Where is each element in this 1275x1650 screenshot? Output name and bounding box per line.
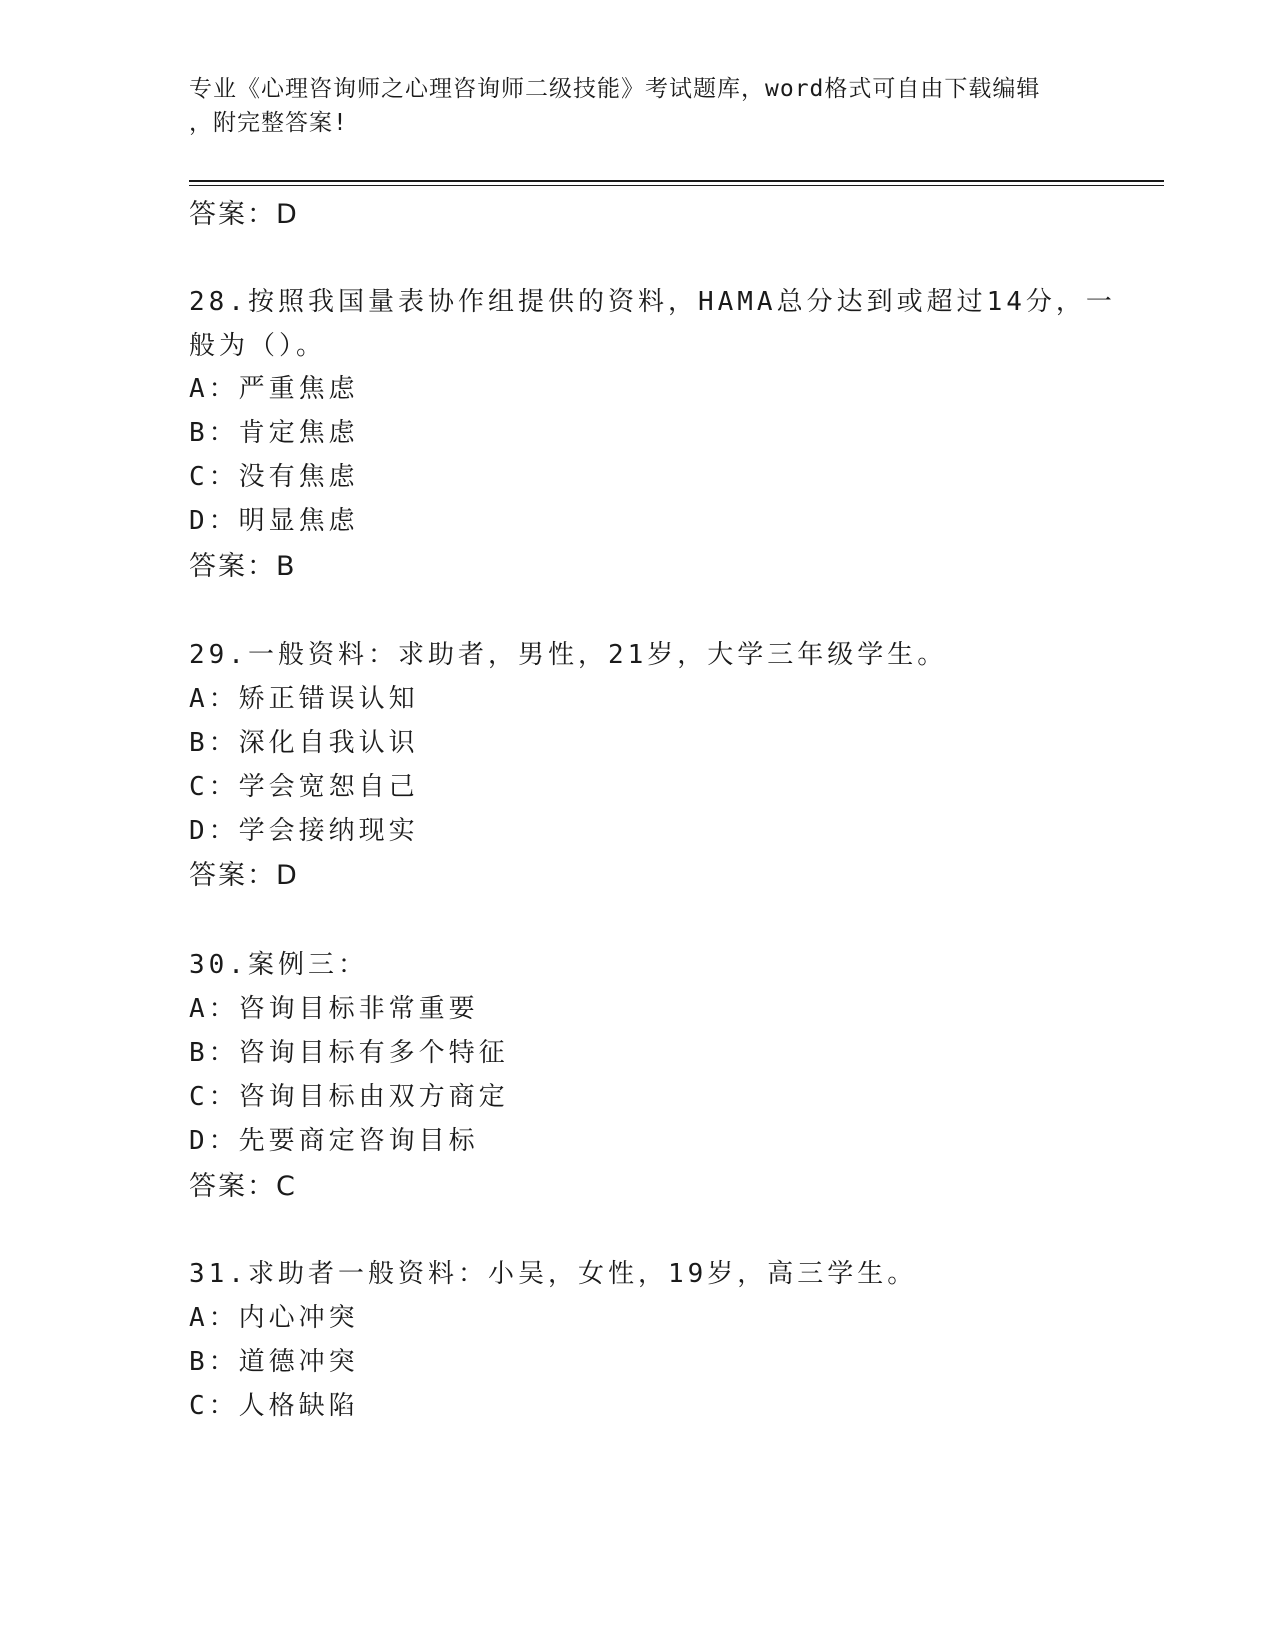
question-29-stem: 29.一般资料：求助者，男性，21岁，大学三年级学生。	[189, 640, 948, 670]
question-29-option-b: B：深化自我认识	[189, 728, 419, 758]
question-28-answer: 答案：B	[189, 551, 297, 582]
question-30-option-c: C：咨询目标由双方商定	[189, 1082, 509, 1112]
header-line-1: 专业《心理咨询师之心理咨询师二级技能》考试题库，word格式可自由下载编辑	[189, 76, 1041, 102]
question-28-option-b: B：肯定焦虑	[189, 418, 359, 448]
question-29-option-d: D：学会接纳现实	[189, 816, 419, 846]
question-30-answer: 答案：C	[189, 1171, 297, 1202]
question-31-option-a: A：内心冲突	[189, 1303, 359, 1333]
header-line-2: ，附完整答案!	[189, 110, 348, 136]
question-31-option-c: C：人格缺陷	[189, 1391, 359, 1421]
header-divider-thin	[189, 185, 1164, 186]
question-28-option-a: A：严重焦虑	[189, 374, 359, 404]
question-30-option-b: B：咨询目标有多个特征	[189, 1038, 509, 1068]
document-header	[189, 72, 1069, 140]
question-29-option-a: A：矫正错误认知	[189, 684, 419, 714]
question-29-option-c: C：学会宽恕自己	[189, 772, 419, 802]
previous-answer: 答案：D	[189, 199, 299, 230]
question-28-option-c: C：没有焦虑	[189, 462, 359, 492]
question-31-option-b: B：道德冲突	[189, 1347, 359, 1377]
question-28-option-d: D：明显焦虑	[189, 506, 359, 536]
question-31-stem: 31.求助者一般资料：小吴，女性，19岁，高三学生。	[189, 1259, 918, 1289]
question-30-option-a: A：咨询目标非常重要	[189, 994, 479, 1024]
header-divider-thick	[189, 180, 1164, 182]
question-30-stem: 30.案例三：	[189, 950, 368, 980]
question-29-answer: 答案：D	[189, 860, 299, 891]
question-28-stem-line-1: 28.按照我国量表协作组提供的资料，HAMA总分达到或超过14分，一	[189, 287, 1116, 317]
question-28-stem-line-2: 般为（）。	[189, 331, 327, 361]
question-30-option-d: D：先要商定咨询目标	[189, 1126, 479, 1156]
